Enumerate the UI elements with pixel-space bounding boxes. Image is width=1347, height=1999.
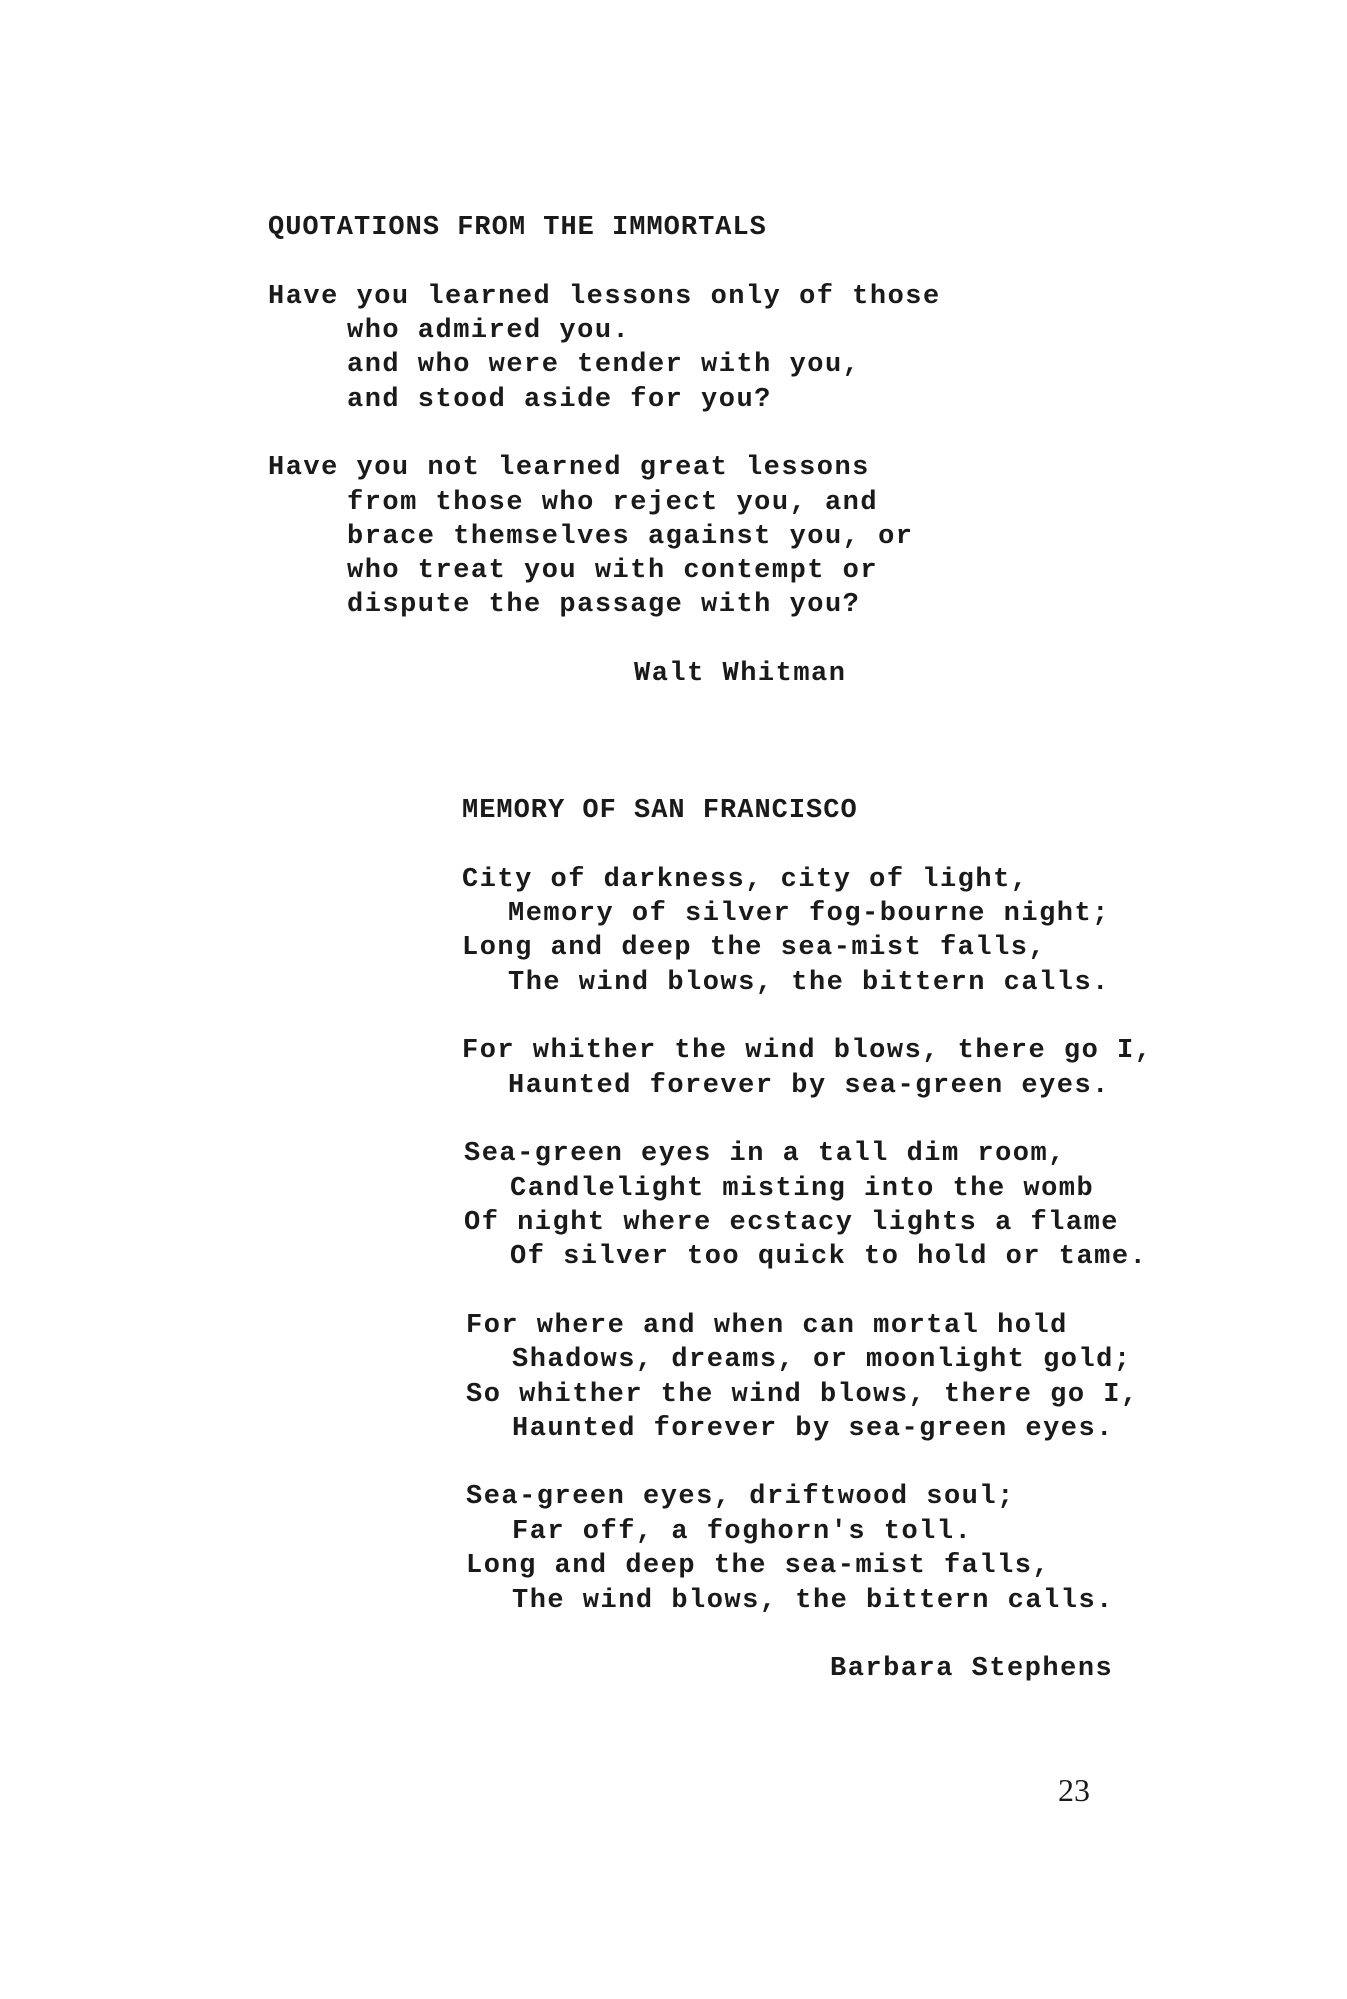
poem-line: So whither the wind blows, there go I,: [466, 1380, 1139, 1410]
poem-line: Haunted forever by sea-green eyes.: [512, 1414, 1114, 1444]
poem-line: Have you not learned great lessons: [268, 453, 870, 483]
section-title-quotations: QUOTATIONS FROM THE IMMORTALS: [268, 213, 767, 243]
poem-line: Sea-green eyes in a tall dim room,: [464, 1139, 1066, 1169]
poem-line: brace themselves against you, or: [347, 522, 914, 552]
poem-line: Sea-green eyes, driftwood soul;: [466, 1482, 1015, 1512]
poem-line: Shadows, dreams, or moonlight gold;: [512, 1345, 1132, 1375]
poem-line: Of night where ecstacy lights a flame: [464, 1208, 1119, 1238]
poem-line: dispute the passage with you?: [347, 590, 861, 620]
poem-line: and who were tender with you,: [347, 350, 861, 380]
poem-line: For where and when can mortal hold: [466, 1311, 1068, 1341]
poem-line: and stood aside for you?: [347, 385, 772, 415]
poem-line: Haunted forever by sea-green eyes.: [508, 1071, 1110, 1101]
poem-line: Long and deep the sea-mist falls,: [462, 933, 1047, 963]
poem-line: The wind blows, the bittern calls.: [508, 968, 1110, 998]
poem-line: who admired you.: [347, 316, 631, 346]
poem-line: Of silver too quick to hold or tame.: [510, 1242, 1148, 1272]
poem-line: Have you learned lessons only of those: [268, 282, 941, 312]
poem-line: from those who reject you, and: [347, 488, 879, 518]
poem-line: For whither the wind blows, there go I,: [462, 1036, 1153, 1066]
page-number: 23: [1058, 1772, 1090, 1808]
poem-line: Memory of silver fog-bourne night;: [508, 899, 1110, 929]
author-attribution: Barbara Stephens: [830, 1654, 1114, 1684]
poem-line: who treat you with contempt or: [347, 556, 879, 586]
poem-line: The wind blows, the bittern calls.: [512, 1586, 1114, 1616]
section-title-memory: MEMORY OF SAN FRANCISCO: [462, 796, 858, 826]
author-attribution: Walt Whitman: [634, 659, 847, 689]
poem-line: Candlelight misting into the womb: [510, 1174, 1095, 1204]
poem-line: Long and deep the sea-mist falls,: [466, 1551, 1051, 1581]
poem-line: Far off, a foghorn's toll.: [512, 1517, 973, 1547]
poem-line: City of darkness, city of light,: [462, 865, 1029, 895]
